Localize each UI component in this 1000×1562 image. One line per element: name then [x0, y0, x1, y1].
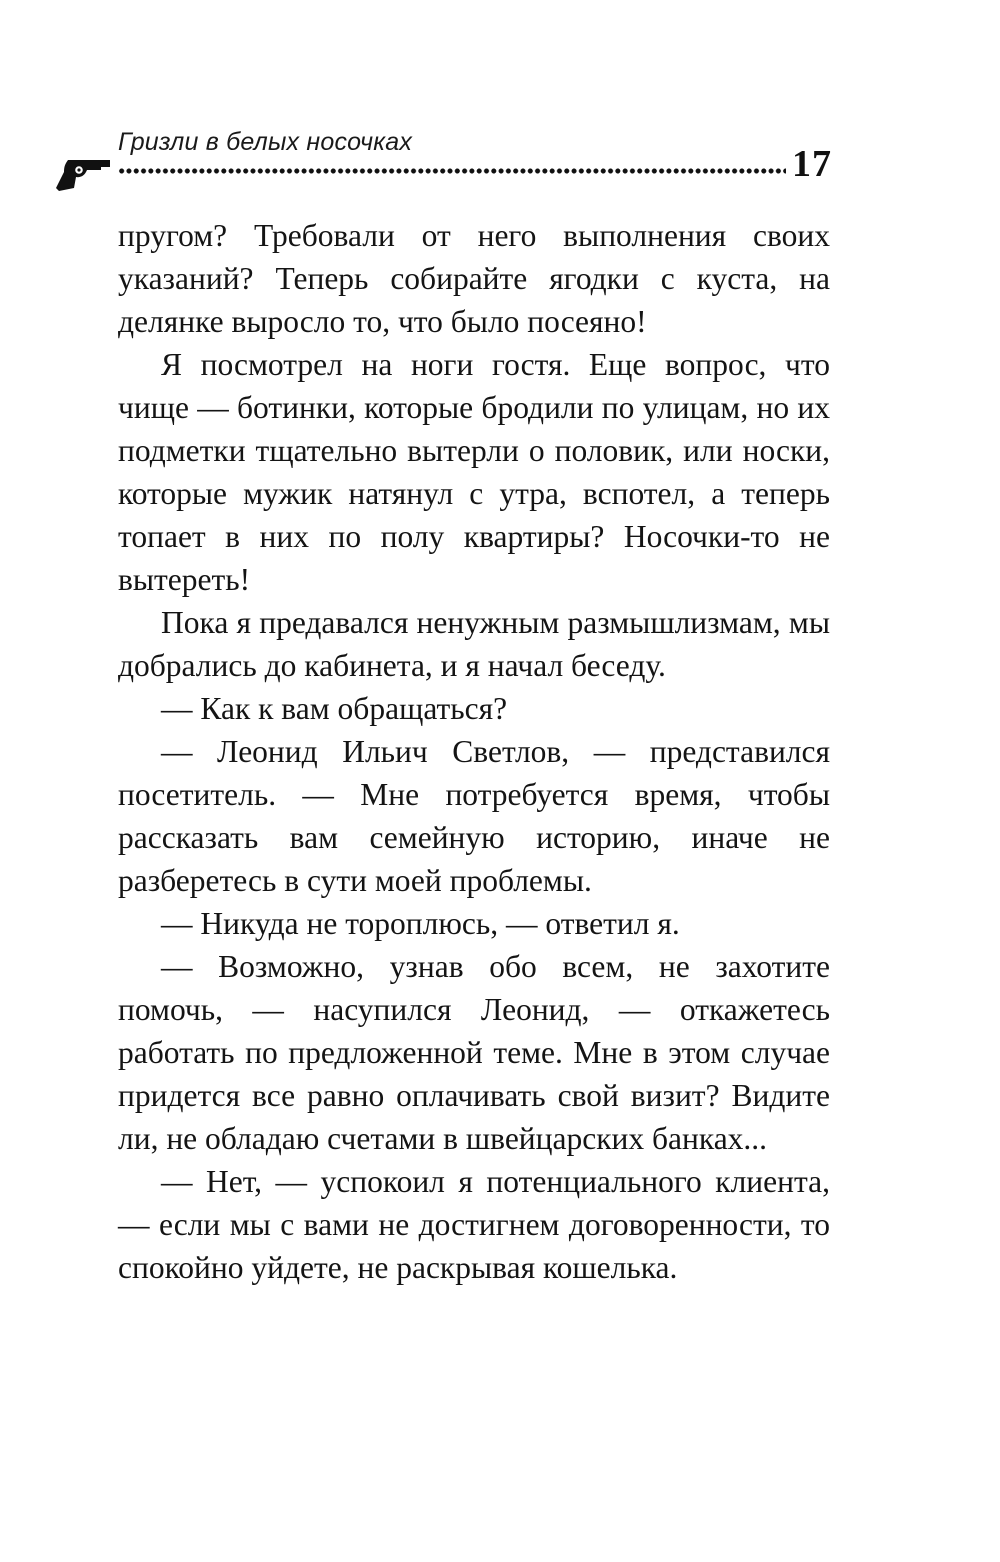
- body-text: [118, 214, 830, 1289]
- book-title: Гризли в белых носочках: [118, 128, 413, 156]
- dialogue-line: — Возможно, узнав обо всем, не захотите помочь, — насупился Леонид, — откажетесь работать по предложенной теме. Мне в этом случае придется все равно оплачивать свой визит? Видите ли, не обладаю счетами в швейцарских банках...: [118, 949, 830, 1156]
- paragraph: пругом? Требовали от него выполнения своих указаний? Теперь собирайте ягодки с куста, на делянке выросло то, что было посеяно!: [118, 218, 830, 339]
- running-header: [54, 124, 834, 194]
- dialogue-line: — Никуда не тороплюсь, — ответил я.: [161, 906, 680, 941]
- paragraph: Я посмотрел на ноги гостя. Еще вопрос, что чище — ботинки, которые бродили по улицам, но их подметки тщательно вытерли о половик, или носки, которые мужик натянул с утра, вспотел, а теперь топает в них по полу квартиры? Носочки-то не вытереть!: [118, 347, 830, 597]
- dialogue-line: — Как к вам обращаться?: [161, 691, 508, 726]
- page-number: 17: [792, 143, 832, 185]
- dialogue-line: — Нет, — успокоил я потенциального клиента, — если мы с вами не достигнем договоренности, то спокойно уйдете, не раскрывая кошелька.: [118, 1164, 830, 1285]
- paragraph: Пока я предавался ненужным размышлизмам, мы добрались до кабинета, и я начал беседу.: [118, 605, 830, 683]
- dot-leader: [118, 168, 786, 174]
- dialogue-line: — Леонид Ильич Светлов, — представился посетитель. — Мне потребуется время, чтобы рассказать вам семейную историю, иначе не разберетесь в сути моей проблемы.: [118, 734, 830, 898]
- revolver-icon: [54, 158, 112, 192]
